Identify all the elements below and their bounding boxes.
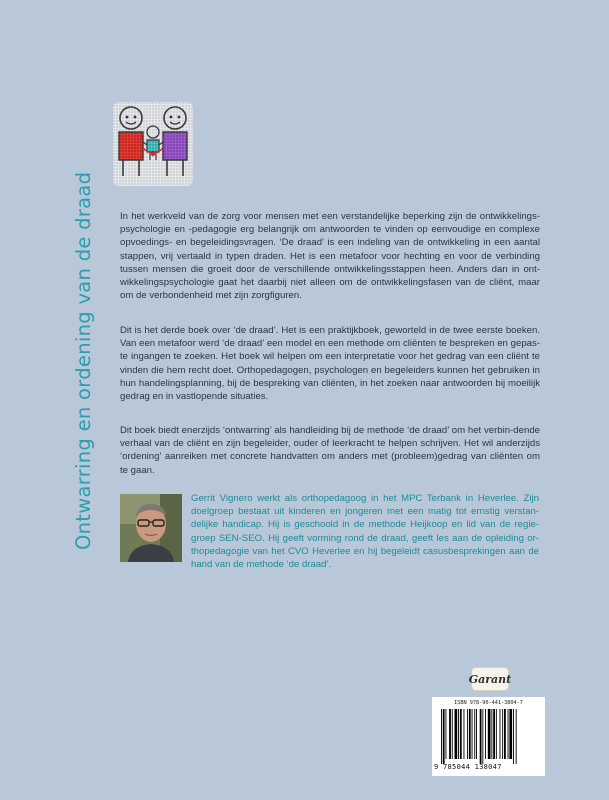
author-portrait-photo (120, 494, 182, 562)
publisher-logo: Garant (472, 668, 508, 690)
vertical-book-title: Ontwarring en ordening van de draad (72, 171, 95, 550)
isbn-number: ISBN 978-90-441-3804-7 (454, 700, 523, 706)
book-description-paragraph: Dit is het derde boek over ‘de draad’. Het is een praktijkboek, geworteld in de twee eerste boeken. Van een metafoor werd ‘de draad’ een model en een methode om cliënten te bespreken en gepas-te ingangen te zoeken. Het boek wil helpen om een interpretatie voor het gedrag van een cliënt te vinden die hem recht doet. Orthopedagogen, psychologen en begeleiders kunnen het gebruiken in hun handelingsplanning, bij de bespreking van cliënten, in het zoeken naar antwoorden bij moeilijk gedrag en in vastlopende situaties. (120, 325, 540, 403)
author-bio: Gerrit Vignero werkt als orthopedagoog in het MPC Terbank in Heverlee. Zijn doelgroep bestaat uit kinderen en jongeren met een matig tot ernstig verstan-delijke handicap. Hij is geschoold in de methode Heijkoop en lid van de regie-groep SEN-SEO. Hij geeft vorming rond de draad, geeft les aan de opleiding or-thopedagogie van het CVO Heverlee en hij begeleidt casusbesprekingen aan de hand van de methode ‘de draad’. (191, 493, 539, 571)
stitched-family-figures-icon (113, 102, 193, 186)
intro-paragraph: In het werkveld van de zorg voor mensen met een verstandelijke beperking zijn de ontwikkelings-psychologie en -pedagogie erg belangrijk om antwoorden te vinden op eenvoudige en complexe opvoedings- en begeleidingsvragen. ‘De draad’ is een indeling van de ontwikkeling in een aantal stappen, vrij vertaald in typen draden. Het is een metafoor voor hechting en voor de verbinding tussen mensen die groeit door de verschillende ontwikkelingsstappen heen. Anders dan in ont-wikkelingspsychologie gaat het daarbij niet alleen om de ontwikkelingsfasen van de cliënt, maar om de verbondenheid met zijn zorgfiguren. (120, 211, 540, 302)
barcode-bars-icon (441, 709, 538, 764)
method-paragraph: Dit boek biedt enerzijds ‘ontwarring’ als handleiding bij de methode ‘de draad’ om het verbin-dende verhaal van de cliënt en zijn begeleider, ouder of leerkracht te helpen schrijven. Het wil anderzijds ‘ordening’ aanreiken met concrete handvatten om anders met (probleem)gedrag van cliënten om te gaan. (120, 425, 540, 476)
isbn-barcode (432, 697, 545, 776)
barcode-digits: 9 785044 138047 (434, 763, 502, 771)
